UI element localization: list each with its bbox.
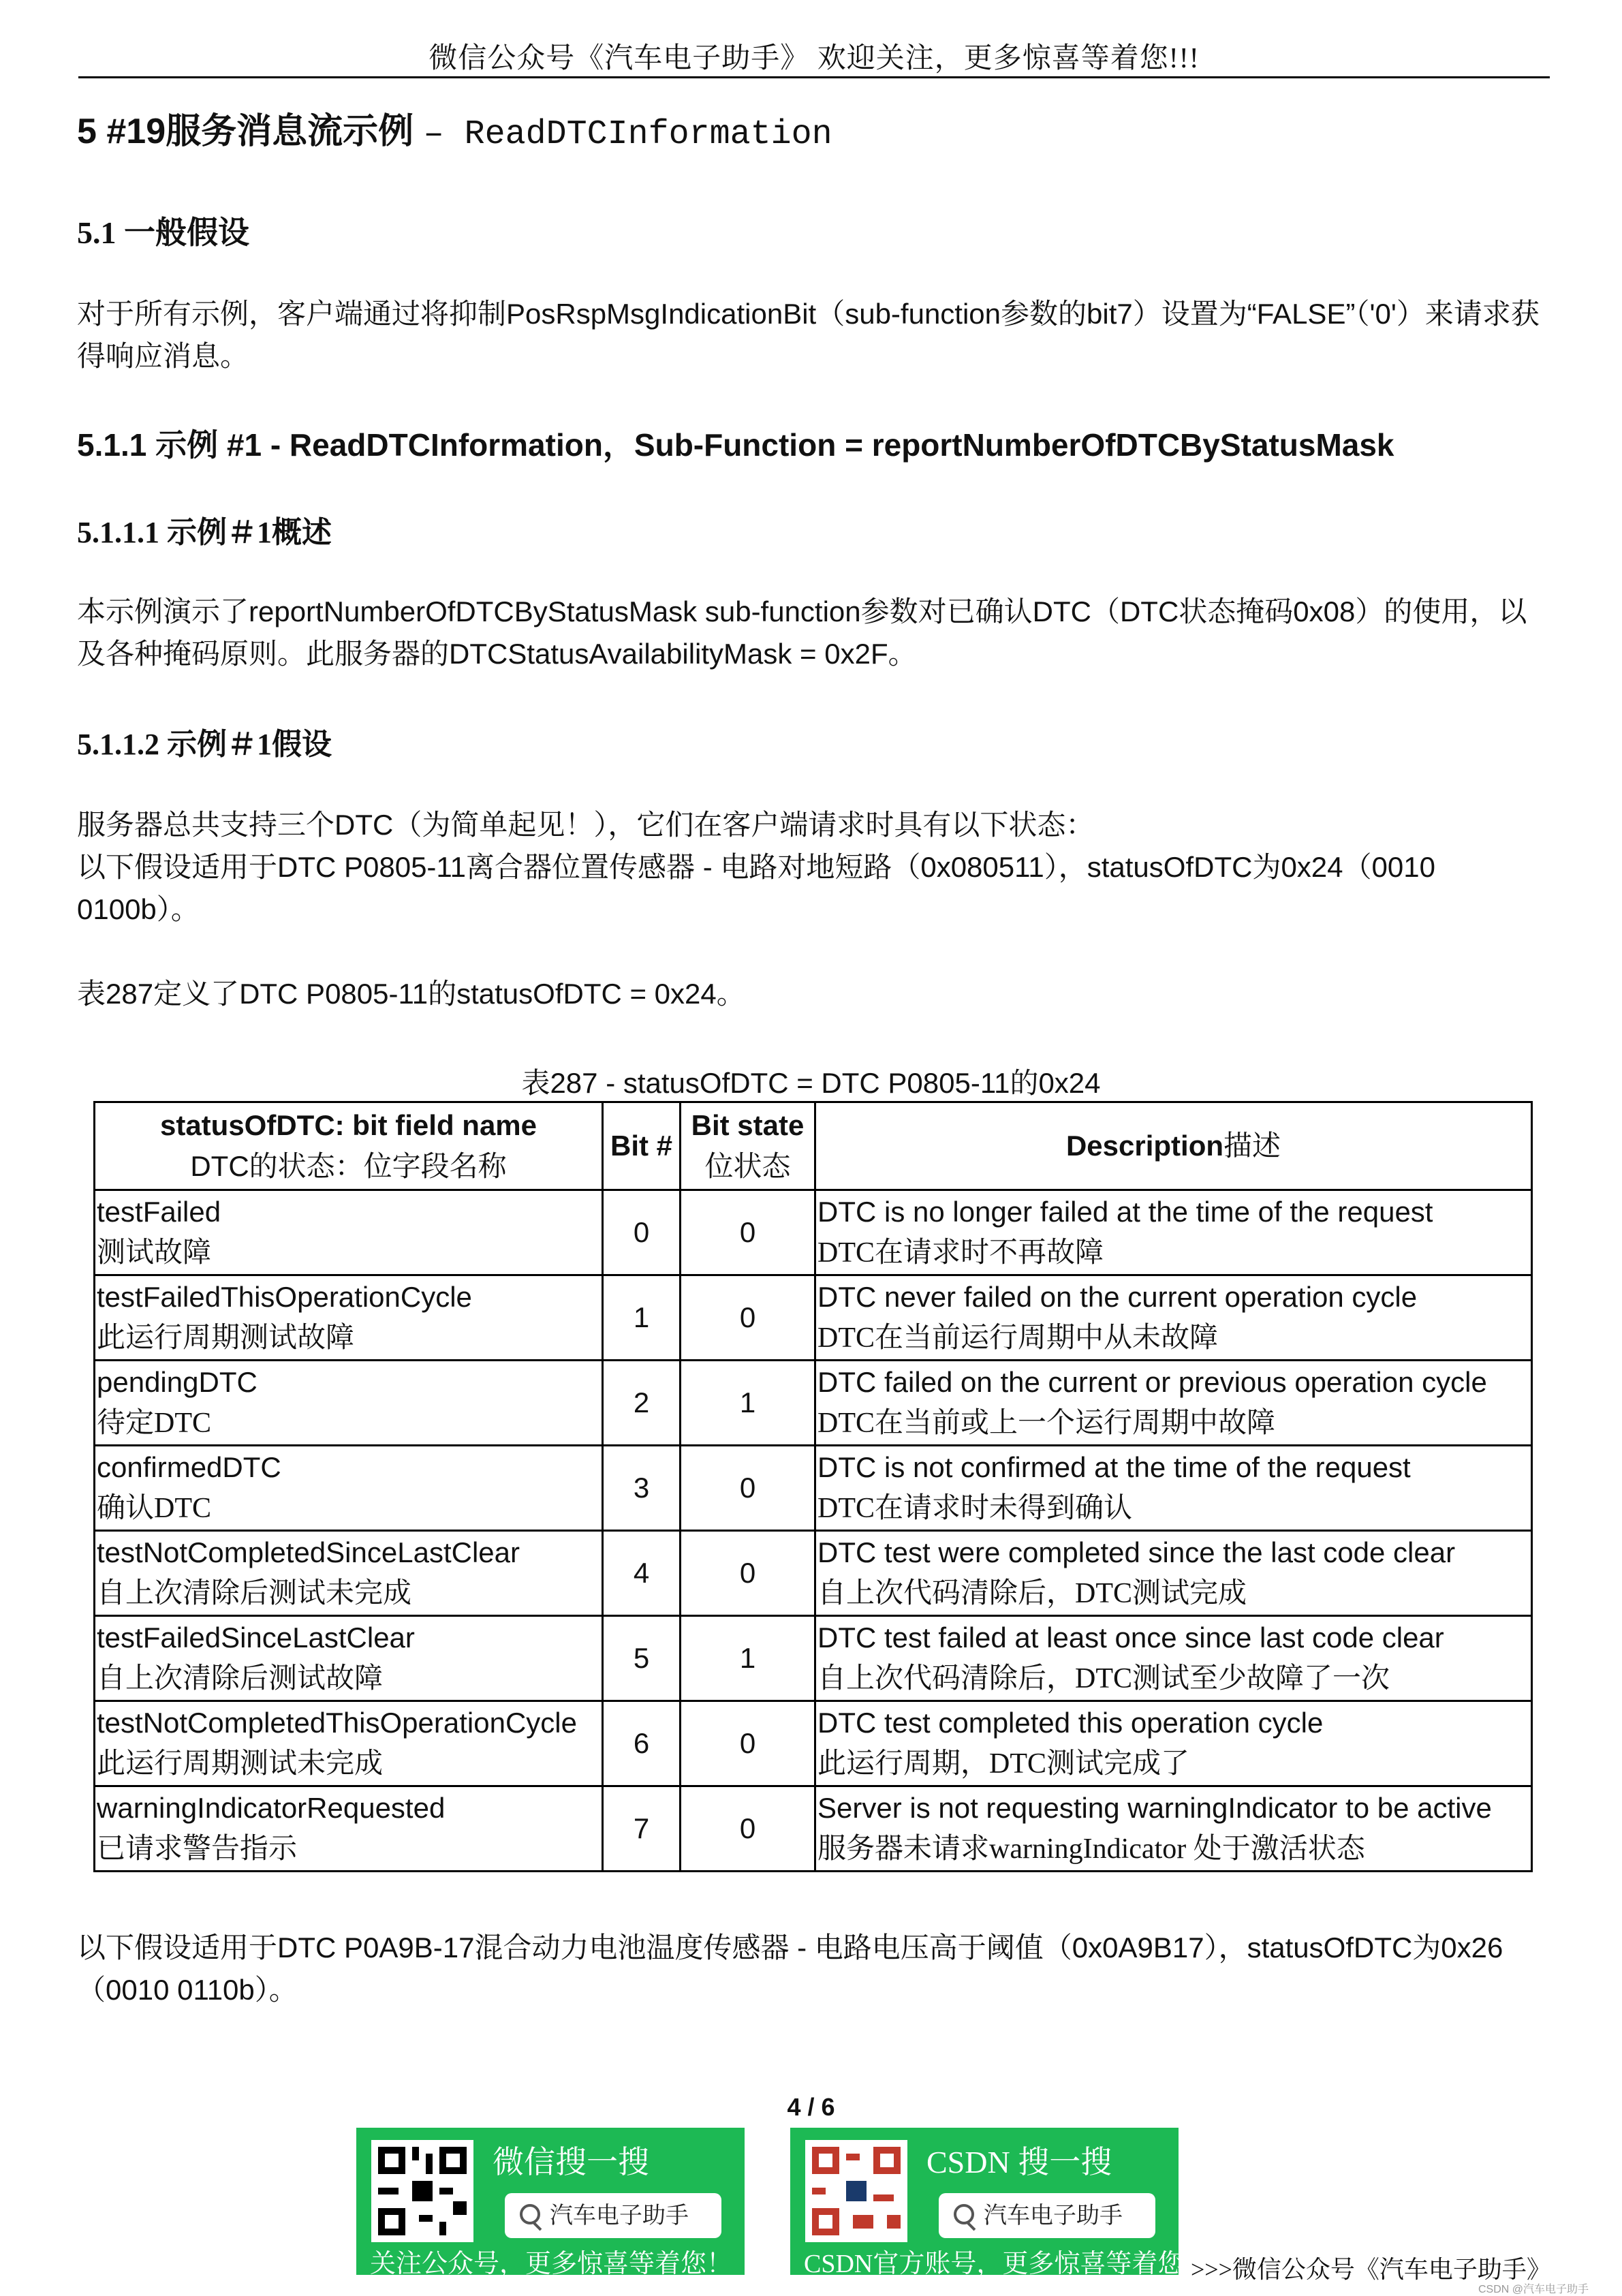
cell-bit-number: 4 [603,1531,681,1616]
wechat-search-box[interactable] [505,2193,721,2238]
cell-bit-number: 6 [603,1701,681,1786]
cell-bit-state: 0 [681,1786,815,1872]
section-5-heading-suffix: – ReadDTCInformation [423,115,832,154]
cell-bit-field-name-en: warningIndicatorRequested [97,1792,446,1824]
cell-bit-field-name-en: testFailedThisOperationCycle [97,1281,472,1313]
cell-description-en: DTC failed on the current or previous operation cycle [817,1366,1487,1398]
table-row [95,1616,1532,1701]
cell-description-zh: DTC在请求时未得到确认 [817,1493,1133,1524]
cell-description-zh: 此运行周期，DTC测试完成了 [817,1748,1190,1780]
cell-bit-state: 0 [681,1190,815,1275]
cell-bit-field-name [95,1446,603,1531]
wechat-search-title: 微信搜一搜 [493,2144,649,2179]
col-header-state-zh: 位状态 [704,1150,791,1182]
cell-description-en: DTC is not confirmed at the time of the request [817,1451,1411,1483]
table-row [95,1786,1532,1872]
footer-wechat-text: >>>微信公众号《汽车电子助手》 [1191,2256,1551,2283]
col-header-desc-zh: 描述 [1223,1130,1281,1162]
cell-description-en: DTC test completed this operation cycle [817,1707,1324,1739]
cell-bit-field-name-zh: 已请求警告指示 [97,1833,298,1865]
col-header-name-zh: DTC的状态：位字段名称 [190,1150,507,1182]
cell-bit-field-name-en: confirmedDTC [97,1451,281,1483]
col-header-desc-en: Description [1065,1130,1224,1162]
cell-description [815,1275,1532,1361]
section-5-1-1-2-heading: 5.1.1.2 示例＃1假设 [77,728,332,761]
section-5-1-heading: 5.1 一般假设 [77,215,249,250]
cell-bit-state: 0 [681,1275,815,1361]
table-row [95,1190,1532,1275]
cell-description-zh: DTC在当前或上一个运行周期中故障 [817,1408,1276,1439]
cell-description [815,1446,1532,1531]
section-5-heading [77,102,832,154]
cell-bit-state: 1 [681,1616,815,1701]
cell-bit-field-name-zh: 此运行周期测试未完成 [97,1748,384,1780]
search-icon [954,2204,974,2224]
cell-description-zh: 自上次代码清除后，DTC测试至少故障了一次 [817,1663,1390,1694]
search-icon [520,2204,540,2224]
csdn-qr-code-icon [805,2140,907,2242]
cell-bit-state: 0 [681,1531,815,1616]
cell-bit-number: 3 [603,1446,681,1531]
cell-bit-field-name [95,1361,603,1446]
section-5-heading-prefix: 5 #19服务消息流示例 [77,112,424,151]
cell-bit-field-name-en: testNotCompletedThisOperationCycle [97,1707,577,1739]
cell-bit-number: 0 [603,1190,681,1275]
table-row [95,1701,1532,1786]
csdn-watermark: CSDN @汽车电子助手 [1478,2284,1589,2295]
col-header-state-en: Bit state [691,1109,805,1141]
cell-description-zh: DTC在当前运行周期中从未故障 [817,1322,1219,1354]
assumptions-intro: 服务器总共支持三个DTC（为简单起见！），它们在客户端请求时具有以下状态： [77,809,1095,841]
cell-bit-field-name-en: testFailedSinceLastClear [97,1622,415,1654]
cell-bit-number: 5 [603,1616,681,1701]
col-header-bit-number: Bit # [603,1102,681,1190]
wechat-qr-code-icon [371,2140,473,2242]
csdn-search-label: 汽车电子助手 [984,2203,1123,2229]
cell-description-en: DTC test were completed since the last code clear [817,1536,1456,1568]
col-header-description [815,1102,1532,1190]
cell-bit-field-name-zh: 自上次清除后测试未完成 [97,1578,412,1609]
cell-description-en: DTC is no longer failed at the time of the request [817,1196,1433,1228]
cell-bit-field-name [95,1190,603,1275]
cell-description [815,1701,1532,1786]
cell-bit-field-name-zh: 此运行周期测试故障 [97,1322,355,1354]
header-banner: 微信公众号《汽车电子助手》 欢迎关注，更多惊喜等着您!!! [428,43,1200,74]
table-row [95,1531,1532,1616]
section-5-1-1-1-body: 本示例演示了reportNumberOfDTCByStatusMask sub-function参数对已确认DTC（DTC状态掩码0x08）的使用，以及各种掩码原则。此服务器的DTCStatusAvailabilityMask = 0x2F。 [77,595,1527,670]
csdn-caption: CSDN官方账号，更多惊喜等着您！ [804,2250,1210,2278]
csdn-search-banner[interactable] [790,2128,1210,2278]
header-divider [78,76,1550,78]
cell-description [815,1531,1532,1616]
cell-bit-field-name-en: testNotCompletedSinceLastClear [97,1536,520,1568]
section-5-1-body: 对于所有示例，客户端通过将抑制PosRspMsgIndicationBit（sub-function参数的bit7）设置为“FALSE”（'0'）来请求获得响应消息。 [77,298,1540,372]
cell-bit-field-name-zh: 测试故障 [97,1237,212,1269]
cell-bit-field-name-en: pendingDTC [97,1366,258,1398]
status-of-dtc-table [93,1101,1533,1872]
cell-bit-number: 7 [603,1786,681,1872]
cell-description [815,1361,1532,1446]
table-caption: 表287 - statusOfDTC = DTC P0805-11的0x24 [521,1067,1101,1099]
cell-description [815,1786,1532,1872]
table-row [95,1446,1532,1531]
table-row [95,1361,1532,1446]
wechat-search-banner[interactable] [356,2128,745,2278]
table-reference: 表287定义了DTC P0805-11的statusOfDTC = 0x24。 [77,978,745,1010]
col-header-name-en: statusOfDTC: bit field name [159,1109,537,1141]
assumptions-dtc-p0a9b: 以下假设适用于DTC P0A9B-17混合动力电池温度传感器 - 电路电压高于阈值（0x0A9B17），statusOfDTC为0x26（0010 0110b）。 [77,1932,1503,2006]
cell-bit-state: 1 [681,1361,815,1446]
section-5-1-1-1-heading: 5.1.1.1 示例＃1概述 [77,516,332,549]
table-header-row [95,1102,1532,1190]
cell-bit-field-name [95,1275,603,1361]
cell-bit-field-name [95,1616,603,1701]
cell-bit-field-name-zh: 待定DTC [97,1408,212,1439]
cell-bit-number: 1 [603,1275,681,1361]
csdn-search-box[interactable] [939,2193,1155,2238]
cell-description-en: DTC test failed at least once since last code clear [817,1622,1444,1654]
cell-bit-field-name [95,1786,603,1872]
assumptions-dtc-p0805: 以下假设适用于DTC P0805-11离合器位置传感器 - 电路对地短路（0x080511），statusOfDTC为0x24（0010 0100b）。 [77,851,1435,925]
cell-description-zh: DTC在请求时不再故障 [817,1237,1104,1269]
cell-description-en: DTC never failed on the current operation cycle [817,1281,1418,1313]
cell-bit-field-name-en: testFailed [97,1196,221,1228]
cell-bit-number: 2 [603,1361,681,1446]
csdn-search-title: CSDN 搜一搜 [926,2145,1112,2179]
col-header-bit-state [681,1102,815,1190]
cell-description-en: Server is not requesting warningIndicator to be active [817,1792,1492,1824]
table-row [95,1275,1532,1361]
cell-description-zh: 服务器未请求warningIndicator 处于激活状态 [817,1833,1365,1865]
cell-bit-state: 0 [681,1701,815,1786]
cell-bit-state: 0 [681,1446,815,1531]
page-number: 4 / 6 [787,2093,835,2121]
cell-bit-field-name-zh: 确认DTC [97,1493,212,1524]
section-5-1-1-heading: 5.1.1 示例 #1 - ReadDTCInformation，Sub-Function = reportNumberOfDTCByStatusMask [77,427,1394,463]
wechat-search-label: 汽车电子助手 [550,2203,689,2229]
cell-description [815,1190,1532,1275]
wechat-caption: 关注公众号，更多惊喜等着您！ [370,2250,733,2278]
cell-bit-field-name [95,1531,603,1616]
cell-bit-field-name-zh: 自上次清除后测试故障 [97,1663,384,1694]
cell-description [815,1616,1532,1701]
col-header-bit-field-name [95,1102,603,1190]
cell-bit-field-name [95,1701,603,1786]
cell-description-zh: 自上次代码清除后，DTC测试完成 [817,1578,1247,1609]
